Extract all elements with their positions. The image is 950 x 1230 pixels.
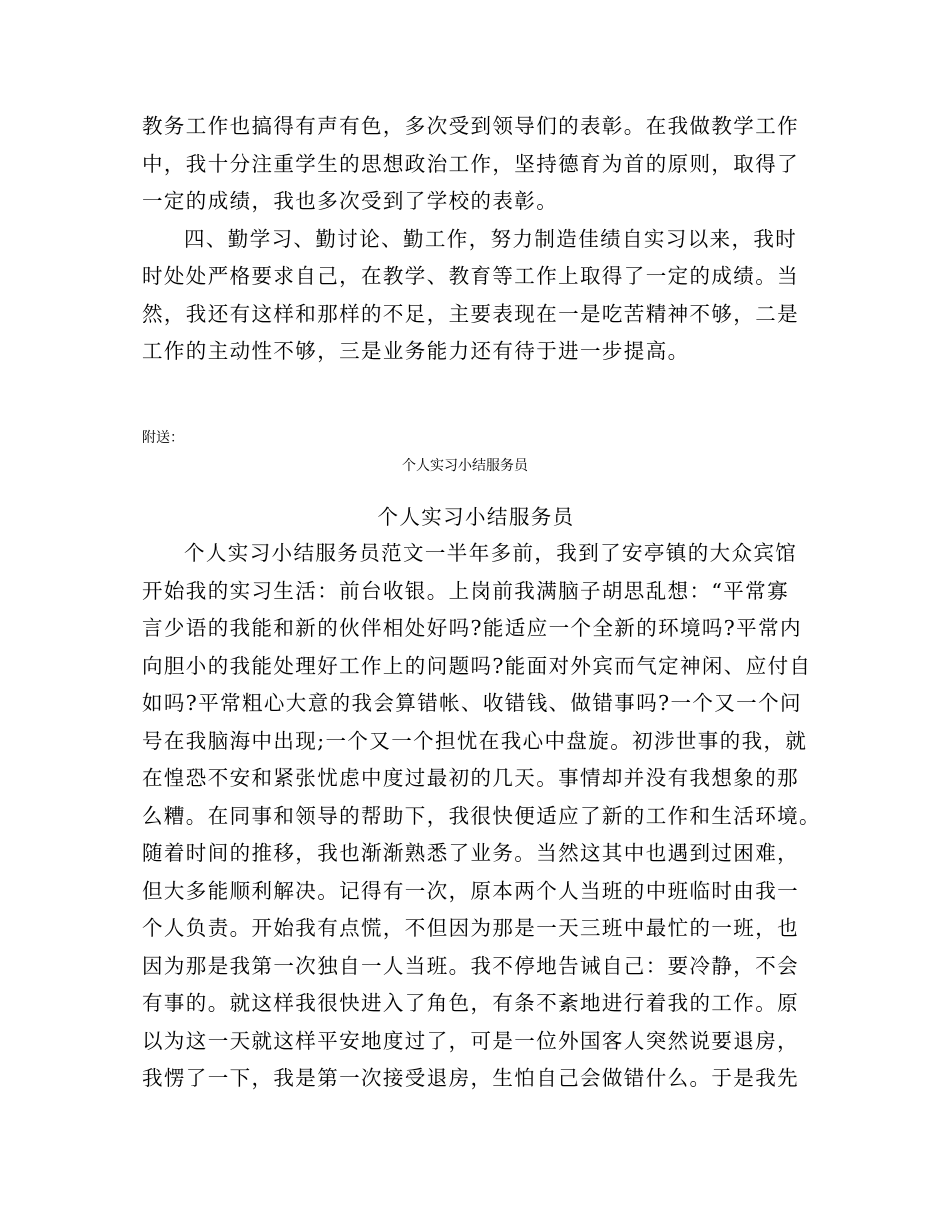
text-line: 在惶恐不安和紧张忧虑中度过最初的几天。事情却并没有我想象的那	[142, 766, 799, 790]
text-line: 如吗?平常粗心大意的我会算错帐、收错钱、做错事吗?一个又一个问	[142, 691, 802, 715]
section-title: 个人实习小结服务员	[377, 505, 575, 529]
text-line: 四、勤学习、勤讨论、勤工作，努力制造佳绩自实习以来，我时	[184, 226, 798, 251]
text-line: 言少语的我能和新的伙伴相处好吗?能适应一个全新的环境吗?平常内	[142, 616, 802, 640]
appendix-small-title: 个人实习小结服务员	[402, 458, 528, 474]
text-line: 开始我的实习生活：前台收银。上岗前我满脑子胡思乱想：“平常寡	[142, 578, 789, 603]
text-line: 号在我脑海中出现;一个又一个担忧在我心中盘旋。初涉世事的我，就	[142, 728, 808, 753]
text-line: 工作的主动性不够，三是业务能力还有待于进一步提高。	[142, 339, 690, 363]
text-line: 以为这一天就这样平安地度过了，可是一位外国客人突然说要退房，	[142, 1028, 799, 1053]
text-line: 因为那是我第一次独自一人当班。我不停地告诫自己：要冷静，不会	[142, 953, 799, 978]
text-line: 时处处严格要求自己，在教学、教育等工作上取得了一定的成绩。当	[142, 264, 799, 288]
text-line: 教务工作也搞得有声有色，多次受到领导们的表彰。在我做教学工作	[142, 114, 799, 138]
text-line: 但大多能顺利解决。记得有一次，原本两个人当班的中班临时由我一	[142, 878, 799, 903]
text-line: 个人负责。开始我有点慌，不但因为那是一天三班中最忙的一班，也	[142, 916, 799, 940]
text-line: 然，我还有这样和那样的不足，主要表现在一是吃苦精神不够，二是	[142, 301, 799, 326]
text-line: 有事的。就这样我很快进入了角色，有条不紊地进行着我的工作。原	[142, 991, 799, 1015]
text-line: 随着时间的推移，我也渐渐熟悉了业务。当然这其中也遇到过困难，	[142, 841, 799, 865]
text-line: 向胆小的我能处理好工作上的问题吗?能面对外宾而气定神闲、应付自	[142, 653, 812, 678]
text-line: 么糟。在同事和领导的帮助下，我很快便适应了新的工作和生活环境。	[142, 803, 821, 828]
text-line: 中，我十分注重学生的思想政治工作，坚持德育为首的原则，取得了	[142, 151, 799, 176]
text-line: 个人实习小结服务员范文一半年多前，我到了安亭镇的大众宾馆	[184, 541, 798, 565]
body-paragraphs	[142, 535, 821, 1098]
text-line: 我愣了一下，我是第一次接受退房，生怕自己会做错什么。于是我先	[142, 1066, 799, 1090]
text-line: 一定的成绩，我也多次受到了学校的表彰。	[142, 189, 559, 213]
appendix-label: 附送：	[142, 430, 184, 446]
top-paragraphs	[142, 108, 810, 371]
